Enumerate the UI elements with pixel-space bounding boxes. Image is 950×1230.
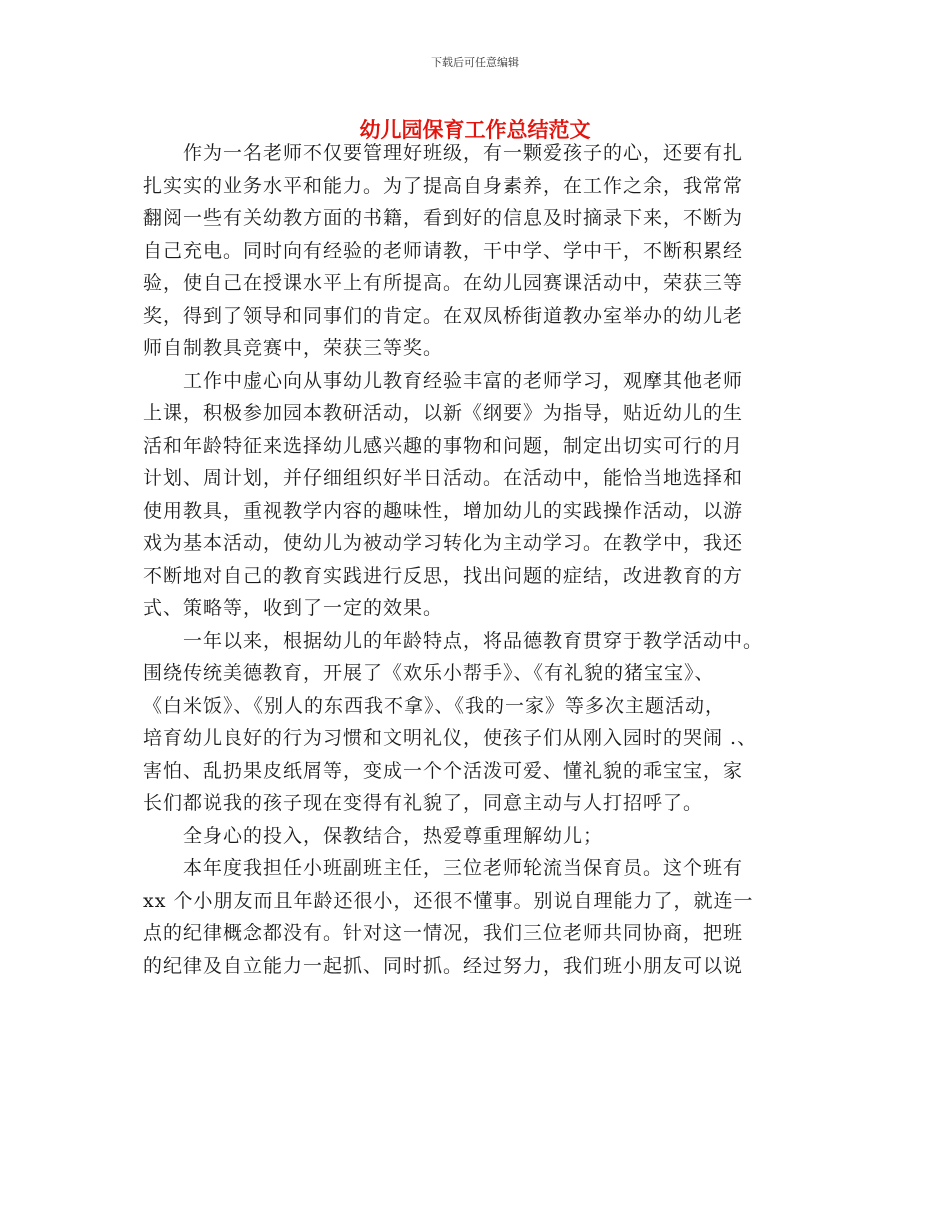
body-line: 上课，积极参加园本教研活动，以新《纲要》为指导，贴近幼儿的生 — [143, 402, 744, 424]
body-line: 一年以来，根据幼儿的年龄特点，将品德教育贯穿于教学活动中。 — [143, 629, 764, 652]
body-line: 戏为基本活动，使幼儿为被动学习转化为主动学习。在教学中，我还 — [143, 532, 744, 554]
body-line: 师自制教具竞赛中，荣获三等奖。 — [143, 337, 444, 359]
body-line: xx 个小朋友而且年龄还很小，还很不懂事。别说自理能力了，就连一 — [143, 889, 754, 912]
body-line: 长们都说我的孩子现在变得有礼貌了，同意主动与人打招呼了。 — [143, 792, 704, 814]
body-line: 围绕传统美德教育，开展了《欢乐小帮手》、《有礼貌的猪宝宝》、 — [143, 662, 715, 684]
page-header-note: 下载后可任意编辑 — [431, 56, 519, 69]
body-line: 害怕、乱扔果皮纸屑等，变成一个个活泼可爱、懂礼貌的乖宝宝，家 — [143, 759, 744, 782]
document-title: 幼儿园保育工作总结范文 — [359, 118, 591, 142]
body-line: 《白米饭》、《别人的东西我不拿》、《我的一家》等多次主题活动， — [143, 694, 726, 717]
body-line: 不断地对自己的教育实践进行反思，找出问题的症结，改进教育的方 — [143, 564, 744, 587]
body-line: 自己充电。同时向有经验的老师请教，干中学、学中干，不断积累经 — [143, 239, 744, 262]
body-line: 培育幼儿良好的行为习惯和文明礼仪，使孩子们从刚入园时的哭闹 .、 — [143, 727, 758, 749]
body-line: 式、策略等，收到了一定的效果。 — [143, 597, 444, 619]
body-line: 翻阅一些有关幼教方面的书籍，看到好的信息及时摘录下来，不断为 — [143, 207, 744, 229]
body-line: 点的纪律概念都没有。针对这一情况，我们三位老师共同协商，把班 — [143, 922, 744, 944]
body-line: 工作中虚心向从事幼儿教育经验丰富的老师学习，观摩其他老师 — [143, 369, 744, 392]
body-line: 全身心的投入，保教结合，热爱尊重理解幼儿； — [143, 824, 604, 847]
body-line: 作为一名老师不仅要管理好班级，有一颗爱孩子的心，还要有扎 — [143, 142, 744, 164]
document-body — [143, 137, 809, 982]
body-line: 扎实实的业务水平和能力。为了提高自身素养，在工作之余，我常常 — [143, 174, 744, 197]
body-line: 验，使自己在授课水平上有所提高。在幼儿园赛课活动中，荣获三等 — [143, 272, 744, 294]
body-line: 活和年龄特征来选择幼儿感兴趣的事物和问题，制定出切实可行的月 — [143, 434, 744, 457]
body-line: 本年度我担任小班副班主任，三位老师轮流当保育员。这个班有 — [143, 857, 744, 879]
body-line: 使用教具，重视教学内容的趣味性，增加幼儿的实践操作活动，以游 — [143, 499, 744, 522]
body-line: 的纪律及自立能力一起抓、同时抓。经过努力，我们班小朋友可以说 — [143, 954, 744, 977]
body-line: 计划、周计划，并仔细组织好半日活动。在活动中，能恰当地选择和 — [143, 467, 744, 489]
body-line: 奖，得到了领导和同事们的肯定。在双凤桥街道教办室举办的幼儿老 — [143, 304, 744, 327]
